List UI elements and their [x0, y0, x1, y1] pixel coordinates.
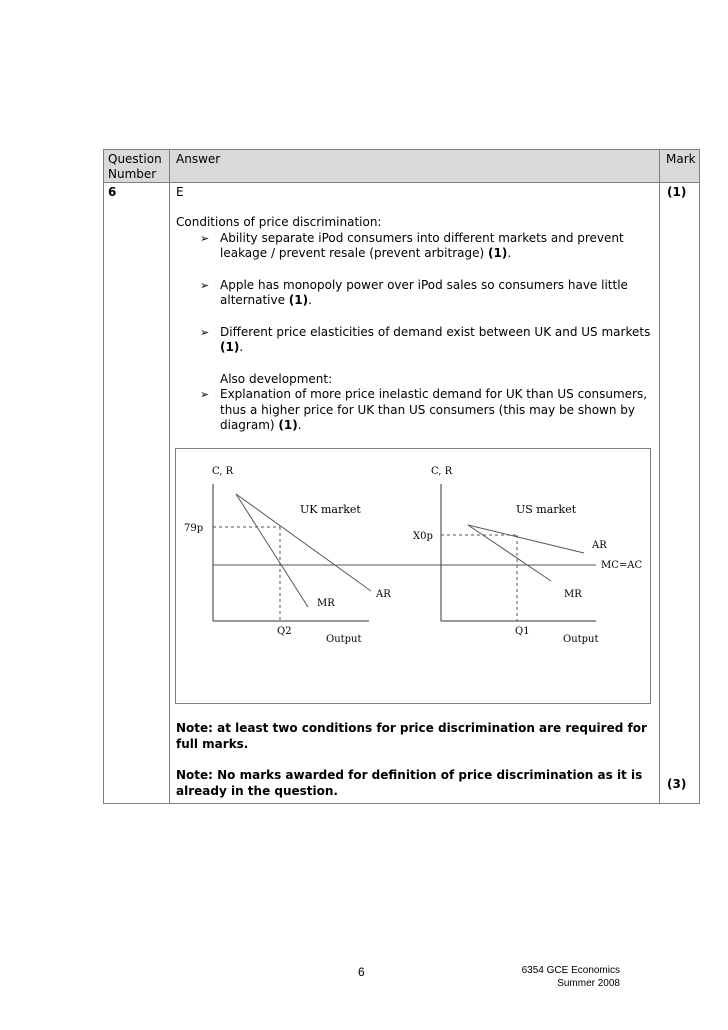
- footer-session: Summer 2008: [557, 978, 620, 989]
- question-number: 6: [108, 185, 117, 199]
- bullet-mark: (1): [278, 418, 298, 432]
- bullet-period: .: [297, 418, 302, 432]
- us-ar-curve: [468, 525, 584, 553]
- diagram-svg: [176, 449, 650, 703]
- column-divider-question: [169, 149, 170, 804]
- footer-course-info: [520, 964, 620, 990]
- bullet-text: Explanation of more price inelastic demand for UK than US consumers, thus a higher price for UK than US consumers (this may be shown by diagram): [220, 387, 648, 432]
- uk-axis-label: C, R: [212, 466, 234, 477]
- also-development: Also development:: [220, 371, 333, 386]
- bullet-period: .: [239, 340, 244, 354]
- uk-market-title: UK market: [300, 503, 361, 516]
- footer-course: 6354 GCE Economics: [521, 965, 620, 976]
- arrow-bullet-icon: ➢: [200, 278, 210, 292]
- uk-output-label: Output: [326, 634, 362, 645]
- bullet-text: Different price elasticities of demand exist between UK and US markets: [220, 324, 651, 339]
- us-mr-curve: [468, 525, 551, 581]
- answer-letter: E: [176, 185, 184, 199]
- us-market-title: US market: [516, 503, 577, 516]
- us-mr-label: MR: [564, 589, 582, 600]
- price-discrimination-diagram: [175, 448, 651, 704]
- header-answer: Answer: [176, 152, 221, 166]
- uk-price-label: 79p: [184, 523, 204, 534]
- uk-quantity-label: Q2: [277, 626, 292, 637]
- us-price-label: X0p: [413, 531, 433, 542]
- conditions-heading: Conditions of price discrimination:: [176, 215, 382, 229]
- note-two-conditions: Note: at least two conditions for price discrimination are required for full marks.: [176, 721, 647, 751]
- column-divider-mark: [659, 149, 660, 804]
- answer-body: [176, 215, 656, 434]
- bullet-period: .: [308, 293, 312, 307]
- bullet-monopoly: [176, 278, 656, 309]
- uk-mr-label: MR: [317, 598, 335, 609]
- bullet-arbitrage: [176, 231, 656, 262]
- mc-ac-label: MC=AC: [601, 560, 643, 571]
- us-axis-label: C, R: [431, 466, 453, 477]
- header-row-divider: [103, 182, 700, 183]
- arrow-bullet-icon: ➢: [200, 231, 210, 245]
- arrow-bullet-icon: ➢: [200, 325, 210, 339]
- bullet-elasticities: [176, 325, 656, 356]
- bullet-development: [176, 387, 656, 434]
- bullet-mark: (1): [220, 340, 240, 354]
- uk-mr-curve: [236, 494, 308, 607]
- us-quantity-label: Q1: [515, 626, 530, 637]
- bullet-period: .: [507, 246, 512, 260]
- bullet-text: Apple has monopoly power over iPod sales so consumers have little alternative: [220, 277, 628, 307]
- arrow-bullet-icon: ➢: [200, 388, 210, 401]
- bullet-text: Ability separate iPod consumers into different markets and prevent leakage / prevent resale (prevent arbitrage): [220, 230, 624, 260]
- mark-top: (1): [667, 185, 687, 199]
- us-ar-label: AR: [592, 540, 607, 551]
- mark-bottom: (3): [667, 777, 687, 791]
- header-question-number: Question Number: [108, 152, 162, 181]
- us-output-label: Output: [563, 634, 599, 645]
- header-mark: Mark: [666, 152, 696, 166]
- uk-ar-label: AR: [376, 589, 391, 600]
- page-number: 6: [358, 965, 365, 979]
- note-no-definition: Note: No marks awarded for definition of price discrimination as it is already in the question.: [176, 768, 643, 798]
- bullet-mark: (1): [488, 246, 508, 260]
- bullet-mark: (1): [288, 293, 309, 307]
